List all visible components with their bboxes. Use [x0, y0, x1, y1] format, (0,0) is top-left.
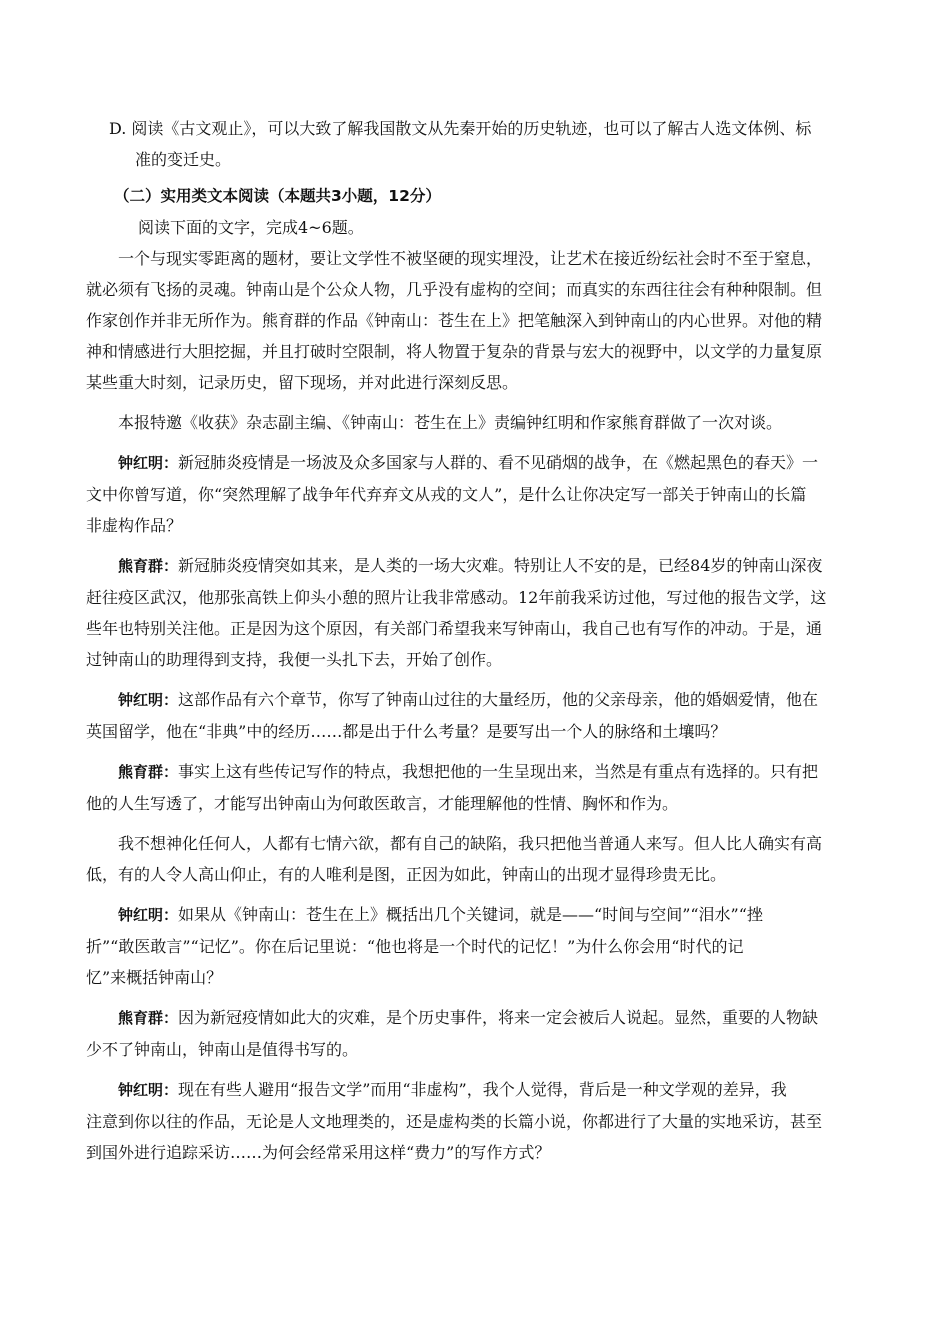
paragraph-line: 作家创作并非无所作为。熊育群的作品《钟南山：苍生在上》把笔触深入到钟南山的内心世界。对他的精: [86, 311, 823, 330]
instruction: 阅读下面的文字，完成4~6题。: [138, 218, 364, 237]
paragraph-line: 一个与现实零距离的题材，要让文学性不被坚硬的现实埋没，让艺术在接近纷纭社会时不至于窒息，: [118, 249, 823, 268]
paragraph-line: 我不想神化任何人，人都有七情六欲，都有自己的缺陷，我只把他当普通人来写。但人比人确实有高: [118, 834, 823, 853]
speaker-label: 钟红明：: [118, 691, 179, 709]
dialogue-continuation: [86, 828, 866, 890]
paragraph-line: 他的人生写透了，才能写出钟南山为何敢医敢言，才能理解他的性情、胸怀和作为。: [86, 794, 679, 813]
intro-paragraph: [86, 243, 866, 398]
paragraph-line: 过钟南山的助理得到支持，我便一头扎下去，开始了创作。: [86, 650, 503, 669]
dialogue-turn: [86, 447, 866, 541]
paragraph-line: 英国留学，他在“非典”中的经历……都是出于什么考量？是要写出一个人的脉络和土壤吗？: [86, 722, 727, 741]
option-d-line: 准的变迁史。: [135, 150, 232, 169]
paragraph-line: 些年也特别关注他。正是因为这个原因，有关部门希望我来写钟南山，我自己也有写作的冲动。于是，通: [86, 619, 823, 638]
option-d: [86, 113, 866, 175]
dialogue-turn: [86, 684, 866, 747]
dialogue-text: 这部作品有六个章节，你写了钟南山过往的大量经历，他的父亲母亲，他的婚姻爱情，他在: [178, 690, 819, 709]
speaker-label: 钟红明：: [118, 1081, 179, 1099]
document-body: [86, 113, 866, 1168]
dialogue-turn: [86, 756, 866, 819]
speaker-label: 钟红明：: [118, 906, 179, 924]
speaker-label: 熊育群：: [118, 1009, 179, 1027]
paragraph-line: [86, 550, 866, 582]
speaker-label: 熊育群：: [118, 763, 179, 781]
paragraph-line: 忆”来概括钟南山？: [86, 968, 223, 987]
dialogue-text: 现在有些人避用“报告文学”而用“非虚构”，我个人觉得，背后是一种文学观的差异，我: [178, 1080, 787, 1099]
speaker-label: 熊育群：: [118, 557, 179, 575]
paragraph-line: 文中你曾写道，你“突然理解了战争年代弃弃文从戎的文人”，是什么让你决定写一部关于钟南山的长篇: [86, 485, 807, 504]
paragraph-line: 就必须有飞扬的灵魂。钟南山是个公众人物，几乎没有虚构的空间；而真实的东西往往会有种种限制。但: [86, 280, 823, 299]
paragraph-line: 到国外进行追踪采访……为何会经常采用这样“费力”的写作方式？: [86, 1143, 551, 1162]
paragraph-line: 神和情感进行大胆挖掘，并且打破时空限制，将人物置于复杂的背景与宏大的视野中，以文学的力量复原: [86, 342, 823, 361]
option-d-line: D. 阅读《古文观止》，可以大致了解我国散文从先秦开始的历史轨迹，也可以了解古人选文体例、标: [109, 119, 812, 138]
dialogue-text: 新冠肺炎疫情是一场波及众多国家与人群的、看不见硝烟的战争，在《燃起黑色的春天》一: [178, 453, 819, 472]
paragraph-line: 非虚构作品？: [86, 516, 183, 535]
paragraph-line: [86, 684, 866, 716]
paragraph-line: 低，有的人令人高山仰止，有的人唯利是图，正因为如此，钟南山的出现才显得珍贵无比。: [86, 865, 727, 884]
dialogue-text: 因为新冠疫情如此大的灾难，是个历史事件，将来一定会被后人说起。显然，重要的人物缺: [178, 1008, 819, 1027]
paragraph-line: 少不了钟南山，钟南山是值得书写的。: [86, 1040, 359, 1059]
dialogue-turn: [86, 550, 866, 675]
dialogue-turn: [86, 1074, 866, 1168]
dialogue-text: 事实上这有些传记写作的特点，我想把他的一生呈现出来，当然是有重点有选择的。只有把: [178, 762, 819, 781]
paragraph-line: [86, 756, 866, 788]
paragraph-line: 某些重大时刻，记录历史，留下现场，并对此进行深刻反思。: [86, 373, 519, 392]
dialogue-turn: [86, 1002, 866, 1065]
paragraph-line: [86, 899, 866, 931]
paragraph-line: [86, 447, 866, 479]
section-title: （二）实用类文本阅读（本题共3小题，12分）: [114, 187, 441, 205]
paragraph-line: [86, 1002, 866, 1034]
speaker-label: 钟红明：: [118, 454, 179, 472]
dialogue-text: 如果从《钟南山：苍生在上》概括出几个关键词，就是——“时间与空间”“泪水”“挫: [178, 905, 763, 924]
paragraph-line: 注意到你以往的作品，无论是人文地理类的，还是虚构类的长篇小说，你都进行了大量的实地采访，甚至: [86, 1112, 823, 1131]
paragraph-line: 折”“敢医敢言”“记忆”。你在后记里说：“他也将是一个时代的记忆！”为什么你会用“时代的记: [86, 937, 744, 956]
paragraph-line: 赶往疫区武汉，他那张高铁上仰头小憩的照片让我非常感动。12年前我采访过他，写过他的报告文学，这: [86, 588, 827, 607]
invitation-paragraph: 本报特邀《收获》杂志副主编、《钟南山：苍生在上》责编钟红明和作家熊育群做了一次对谈。: [118, 413, 783, 432]
paragraph-line: [86, 1074, 866, 1106]
dialogue-turn: [86, 899, 866, 993]
dialogue-text: 新冠肺炎疫情突如其来，是人类的一场大灾难。特别让人不安的是，已经84岁的钟南山深夜: [178, 556, 823, 575]
